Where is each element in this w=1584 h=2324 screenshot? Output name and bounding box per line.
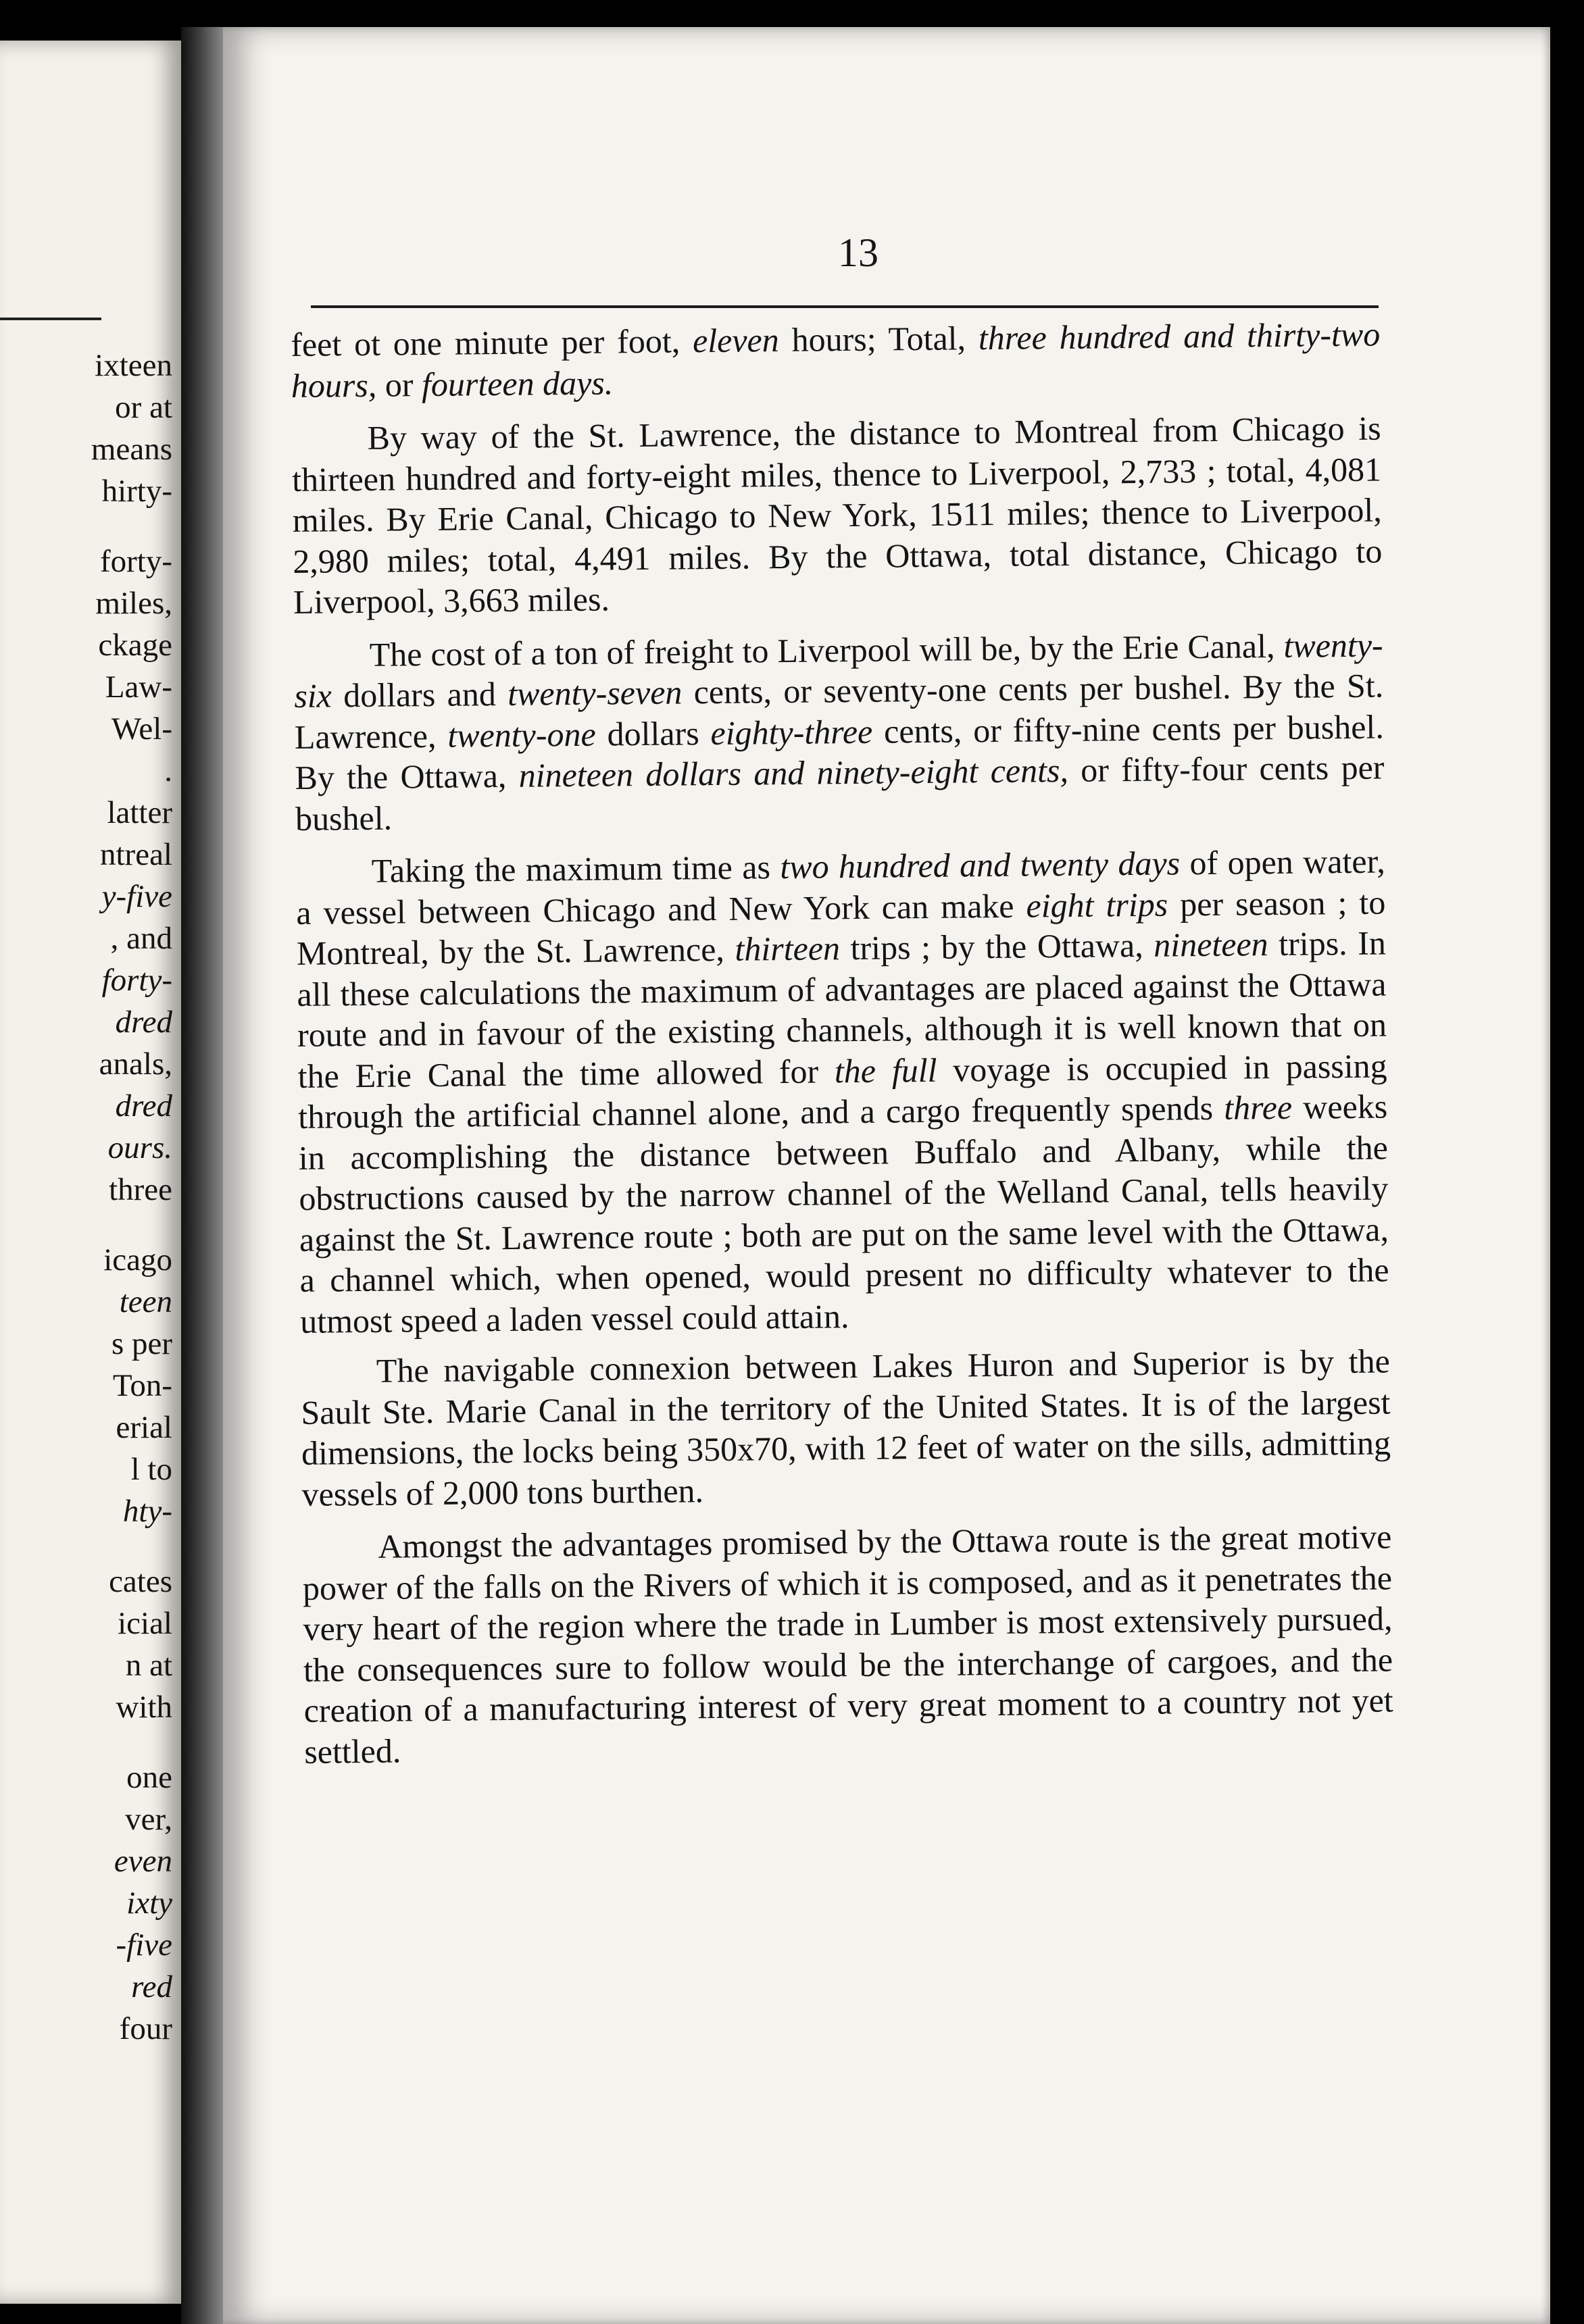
text-run: trips ; by the Ottawa, — [839, 926, 1154, 967]
text-run: The cost of a ton of freight to Liverpool will be, by the Erie Canal, — [369, 626, 1284, 674]
left-line: y-five — [101, 879, 172, 914]
italic-run: three hundred and thirty-two hours, — [291, 315, 1381, 405]
left-line: with — [116, 1690, 172, 1725]
text-run: per season ; to Montreal, by the St. Lawrence, — [296, 882, 1386, 972]
left-line: l to — [130, 1452, 172, 1487]
left-line: one — [126, 1760, 172, 1795]
italic-run: nineteen — [1154, 925, 1268, 964]
italic-run: twenty-one — [447, 715, 596, 755]
left-line: hty- — [122, 1494, 172, 1529]
left-line: ver, — [125, 1802, 172, 1837]
left-line: ixty — [126, 1886, 172, 1921]
left-line: n at — [125, 1648, 172, 1683]
italic-run: the full — [834, 1051, 937, 1090]
left-header-rule — [0, 318, 101, 320]
left-line: forty- — [99, 544, 172, 579]
left-line: dred — [115, 1005, 172, 1040]
italic-run: thirteen — [735, 929, 841, 968]
left-line: ntreal — [100, 837, 172, 872]
left-line: Wel- — [111, 711, 172, 747]
italic-run: nineteen dollars and ninety-eight cents, — [518, 751, 1069, 794]
text-run: of open water, a vessel between Chicago and New York can make — [296, 842, 1385, 932]
left-line: latter — [107, 795, 172, 830]
paragraph-distances: By way of the St. Lawrence, the distance to Montreal from Chicago is thirteen hundred and forty-eight miles, thence to Liverpool, 2,733 ; total, 4,081 miles. By Erie Canal, Chicago to New York, 1511 miles; thence to Liverpool, 2,980 miles; total, 4,491 miles. By the Ottawa, total distance, Chicago to Liverpool, 3,663 miles. — [291, 409, 1383, 621]
italic-run: twenty-seven — [507, 673, 683, 713]
book-gutter — [181, 27, 223, 2324]
italic-run: eleven — [692, 321, 779, 360]
main-page — [223, 27, 1550, 2324]
paragraph-continuation — [291, 314, 1381, 406]
italic-run: three — [1223, 1088, 1293, 1127]
left-page-text — [0, 345, 172, 2050]
italic-run: twenty-six — [294, 626, 1383, 715]
left-line: red — [131, 1969, 172, 2004]
italic-run: eight trips — [1026, 885, 1168, 925]
italic-run: two hundred and twenty days — [780, 844, 1181, 886]
body-text — [291, 314, 1394, 1782]
left-line: , and — [110, 921, 172, 956]
left-line: Law- — [105, 670, 172, 705]
left-line: cates — [109, 1564, 172, 1599]
left-line: . — [164, 753, 172, 788]
left-line: icial — [118, 1606, 172, 1641]
scan-border-right — [1550, 0, 1584, 2324]
left-line: icago — [103, 1242, 172, 1278]
left-line: forty- — [101, 963, 172, 998]
left-line: Ton- — [112, 1368, 172, 1403]
text-run: cents, or fifty-nine cents per bushel. By the Ottawa, — [295, 707, 1385, 797]
paragraph-freight-cost — [293, 624, 1385, 839]
left-line: dred — [115, 1088, 172, 1123]
paragraph-maximum-time — [295, 840, 1389, 1341]
left-line: ours. — [107, 1130, 172, 1165]
text-run: trips. In all these calculations the maximum of advantages are placed against the Ottawa route and in favour of the existing channels, although it is well known that on the Erie Canal the time allowed for — [297, 924, 1387, 1095]
left-line: teen — [119, 1284, 172, 1319]
page-number: 13 — [838, 230, 878, 275]
left-line: erial — [116, 1410, 172, 1445]
text-run: voyage is occupied in passing through the artificial channel alone, and a cargo frequently spends — [297, 1046, 1387, 1136]
text-run: feet ot one minute per foot, — [291, 322, 693, 363]
left-line: three — [109, 1172, 172, 1207]
header-rule — [311, 305, 1379, 308]
left-line: hirty- — [101, 474, 172, 509]
text-run: or — [376, 365, 422, 404]
left-line: s per — [111, 1326, 172, 1361]
left-line: means — [91, 432, 172, 467]
left-line: four — [119, 2011, 172, 2046]
text-run: dollars and — [331, 674, 508, 715]
text-run: weeks in accomplishing the distance between Buffalo and Albany, while the obstructions caused by the narrow channel of the Welland Canal, tells heavily against the St. Lawrence route ; both are put on the same level with the Ottawa, a channel which, when opened, would present no difficulty whatever to the utmost speed a laden vessel could attain. — [298, 1087, 1389, 1340]
left-line: -five — [116, 1927, 172, 1963]
paragraph-advantages: Amongst the advantages promised by the Ottawa route is the great motive power of the falls on the Rivers of which it is composed, and as it penetrates the very heart of the region where the trade in Lumber is most extensively pursued, the consequences sure to follow would be the interchange of cargoes, and the creation of a manufacturing interest of very great moment to a country not yet settled. — [302, 1517, 1393, 1771]
left-line: miles, — [95, 586, 172, 621]
left-facing-page — [0, 41, 181, 2304]
text-run: hours; Total, — [778, 319, 979, 359]
left-line: ixteen — [95, 348, 172, 383]
left-line: anals, — [99, 1046, 172, 1082]
left-line: ckage — [98, 628, 172, 663]
left-line: even — [114, 1844, 172, 1879]
text-run: or fifty-four cents per bushel. — [295, 748, 1385, 838]
text-run: Taking the maximum time as — [371, 848, 781, 890]
italic-run: fourteen days. — [421, 363, 614, 403]
text-run: dollars — [595, 713, 711, 753]
left-line: or at — [115, 390, 172, 425]
paragraph-sault-canal: The navigable connexion between Lakes Huron and Superior is by the Sault Ste. Marie Canal in the territory of the United States. It is of the largest dimensions, the locks being 350x70, with 12 feet of water on the sills, admitting vessels of 2,000 tons burthen. — [301, 1342, 1391, 1513]
italic-run: eighty-three — [710, 712, 873, 752]
text-run: cents, or seventy-one cents per bushel. By the St. Lawrence, — [294, 666, 1384, 756]
